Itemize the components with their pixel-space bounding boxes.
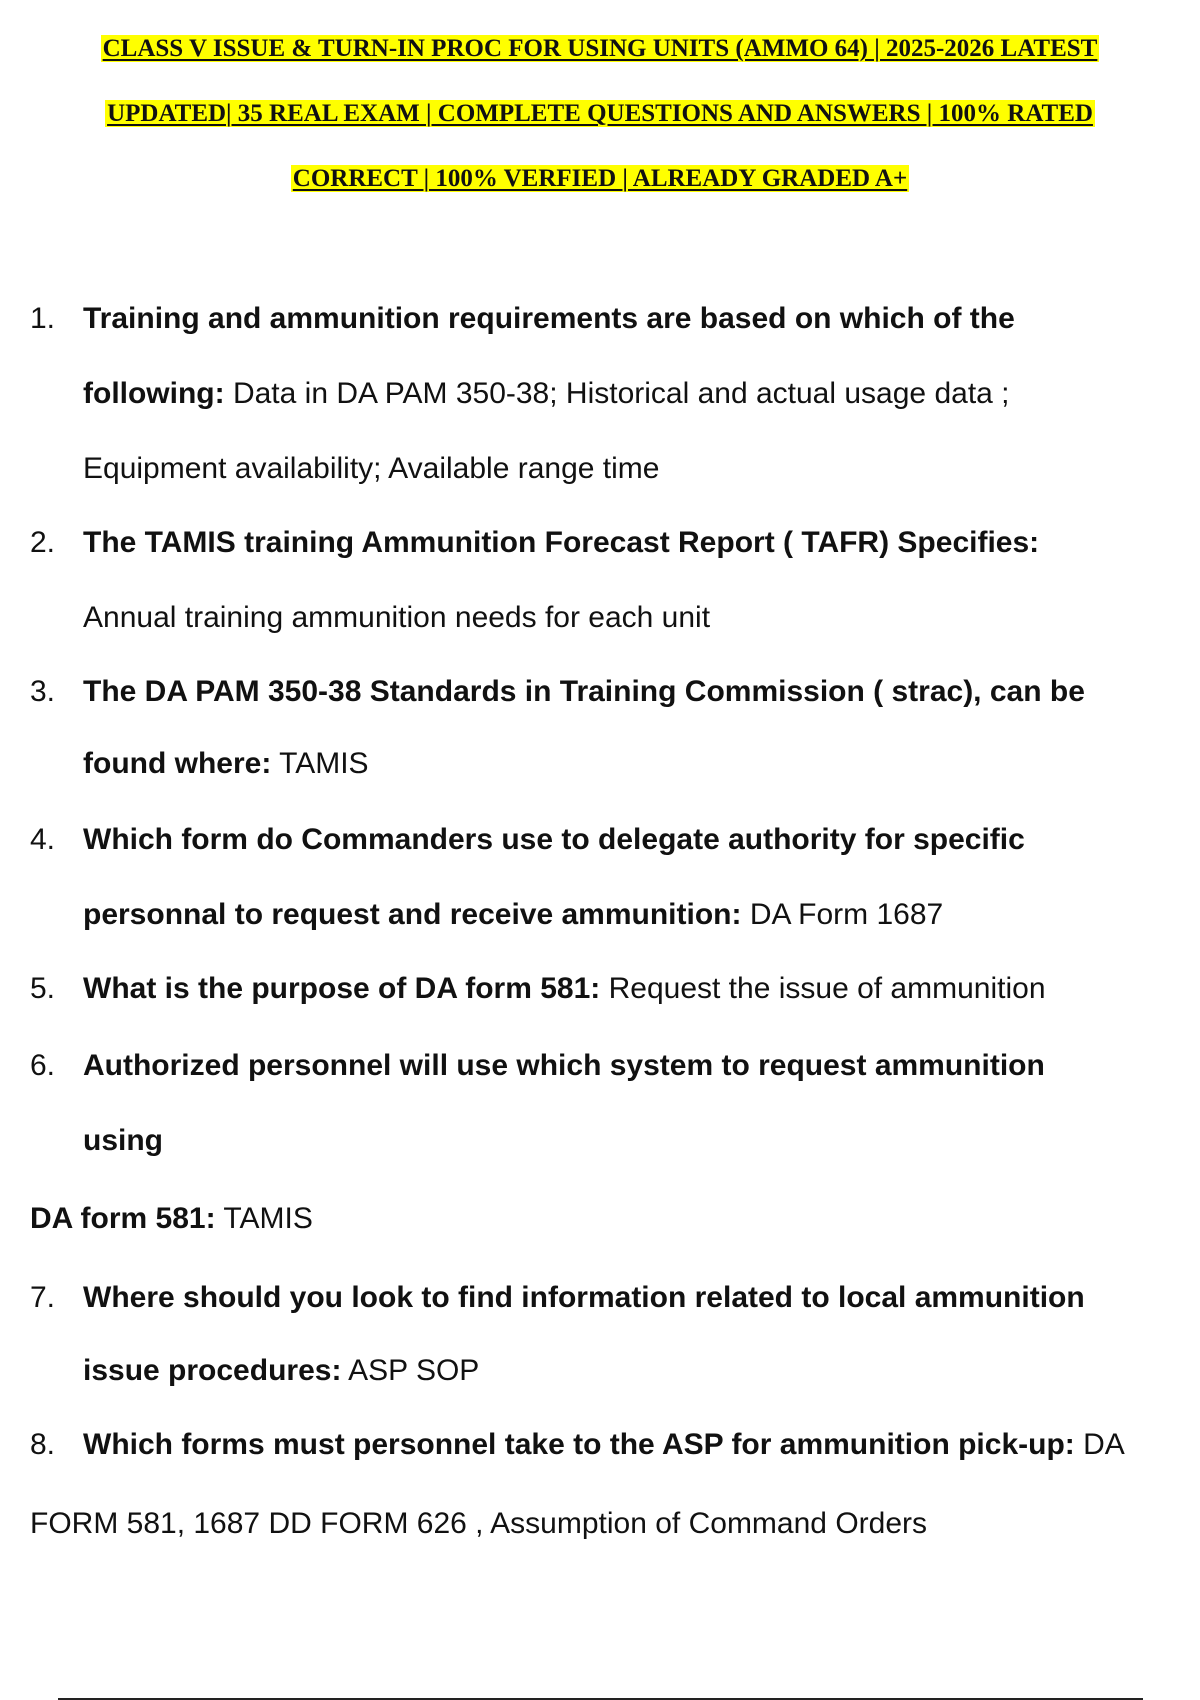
- item-number: 3.: [30, 675, 56, 708]
- qa-text: [83, 969, 1193, 1009]
- item-number: 1.: [30, 302, 56, 335]
- question-text: Which form do Commanders use to delegate authority for specific: [83, 823, 1025, 856]
- qa-text: [83, 1046, 1193, 1161]
- qa-text: [83, 1425, 1200, 1465]
- item-number: 7.: [30, 1281, 56, 1314]
- answer-text: TAMIS: [271, 747, 369, 780]
- question-text: following:: [83, 377, 225, 410]
- item-number: 4.: [30, 823, 56, 856]
- answer-text: Equipment availability; Available range time: [83, 452, 660, 485]
- question-text: personnal to request and receive ammunition:: [83, 898, 742, 931]
- answer-text: Request the issue of ammunition: [600, 972, 1046, 1005]
- question-text: Which forms must personnel take to the ASP for ammunition pick-up:: [83, 1428, 1075, 1461]
- qa-text: [83, 299, 1193, 524]
- question-text: The TAMIS training Ammunition Forecast Report ( TAFR) Specifies:: [83, 526, 1040, 559]
- question-text: What is the purpose of DA form 581:: [83, 972, 601, 1005]
- item-number: 5.: [30, 972, 56, 1005]
- answer-text: Data in DA PAM 350-38; Historical and actual usage data ;: [224, 377, 1010, 410]
- title-line-1: CLASS V ISSUE & TURN-IN PROC FOR USING UNITS (AMMO 64) | 2025-2026 LATEST: [102, 35, 1098, 62]
- document-title: [40, 24, 1160, 219]
- qa-text: [83, 672, 1193, 816]
- title-line-3: CORRECT | 100% VERFIED | ALREADY GRADED A+: [292, 165, 908, 192]
- question-text: The DA PAM 350-38 Standards in Training Commission ( strac), can be: [83, 675, 1085, 708]
- qa-text: [83, 523, 1193, 673]
- question-text: Authorized personnel will use which system to request ammunition: [83, 1049, 1045, 1082]
- title-line-2: UPDATED| 35 REAL EXAM | COMPLETE QUESTIONS AND ANSWERS | 100% RATED: [107, 100, 1093, 127]
- item-number: 8.: [30, 1428, 56, 1461]
- answer-text: ASP SOP: [341, 1354, 480, 1387]
- question-text: Training and ammunition requirements are based on which of the: [83, 302, 1015, 335]
- question-text: found where:: [83, 747, 272, 780]
- answer-text: DA: [1074, 1428, 1125, 1461]
- qa-text: [83, 820, 1193, 970]
- question-text: issue procedures:: [83, 1354, 342, 1387]
- item-number: 2.: [30, 526, 56, 559]
- qa-item-6-continuation: [30, 1199, 313, 1239]
- question-text: using: [83, 1124, 163, 1157]
- answer-text: Annual training ammunition needs for each unit: [83, 601, 711, 634]
- question-text: Where should you look to find information related to local ammunition: [83, 1281, 1085, 1314]
- answer-text: TAMIS: [215, 1202, 313, 1235]
- answer-text: FORM 581, 1687 DD FORM 626 , Assumption of Command Orders: [30, 1507, 927, 1540]
- qa-item-8-continuation: [30, 1504, 927, 1544]
- answer-text: DA Form 1687: [741, 898, 944, 931]
- qa-text: [83, 1278, 1193, 1391]
- question-text: DA form 581:: [30, 1202, 216, 1235]
- item-number: 6.: [30, 1049, 56, 1082]
